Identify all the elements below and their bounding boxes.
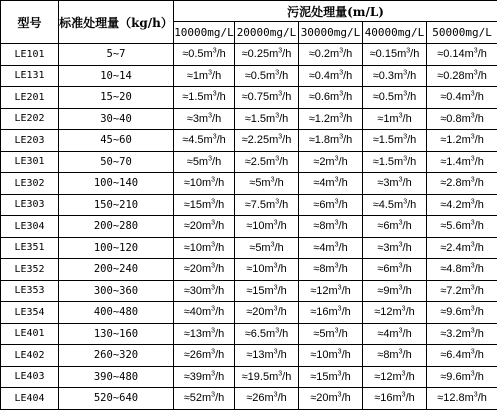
sludge-value-cell: $\approx 5m^3/h$ <box>174 151 235 173</box>
model-cell: LE203 <box>1 130 59 152</box>
sludge-value-cell: $\approx 1m^3/h$ <box>174 65 235 87</box>
table-row <box>1 173 497 195</box>
capacity-cell: 30~40 <box>59 108 174 130</box>
table-row <box>1 280 497 302</box>
sludge-value-cell: $\approx 1.5m^3/h$ <box>363 130 427 152</box>
table-row <box>1 151 497 173</box>
capacity-column-header: 标准处理量（kg/h） <box>59 1 174 44</box>
capacity-cell: 200~240 <box>59 259 174 281</box>
model-cell: LE402 <box>1 345 59 367</box>
sludge-value-cell: $\approx 4.8m^3/h$ <box>427 259 497 281</box>
sludge-value-cell: $\approx 13m^3/h$ <box>235 345 299 367</box>
sludge-value-cell: $\approx 2.5m^3/h$ <box>235 151 299 173</box>
sludge-value-cell: $\approx 0.25m^3/h$ <box>235 44 299 66</box>
sludge-value-cell: $\approx 0.14m^3/h$ <box>427 44 497 66</box>
sludge-value-cell: $\approx 10m^3/h$ <box>174 237 235 259</box>
capacity-cell: 100~120 <box>59 237 174 259</box>
capacity-cell: 100~140 <box>59 173 174 195</box>
sludge-value-cell: $\approx 9m^3/h$ <box>363 280 427 302</box>
table-row <box>1 44 497 66</box>
sludge-value-cell: $\approx 15m^3/h$ <box>235 280 299 302</box>
model-cell: LE401 <box>1 323 59 345</box>
sludge-value-cell: $\approx 20m^3/h$ <box>174 259 235 281</box>
sludge-value-cell: $\approx 2.8m^3/h$ <box>427 173 497 195</box>
concentration-header: 10000mg/L <box>174 22 235 44</box>
sludge-value-cell: $\approx 4m^3/h$ <box>299 173 363 195</box>
sludge-value-cell: $\approx 1.5m^3/h$ <box>235 108 299 130</box>
sludge-value-cell: $\approx 4m^3/h$ <box>363 323 427 345</box>
sludge-value-cell: $\approx 4m^3/h$ <box>299 237 363 259</box>
sludge-value-cell: $\approx 0.2m^3/h$ <box>299 44 363 66</box>
sludge-value-cell: $\approx 6.5m^3/h$ <box>235 323 299 345</box>
table-header <box>1 1 497 44</box>
sludge-value-cell: $\approx 2.25m^3/h$ <box>235 130 299 152</box>
model-cell: LE303 <box>1 194 59 216</box>
sludge-value-cell: $\approx 0.75m^3/h$ <box>235 87 299 109</box>
concentration-header: 30000mg/L <box>299 22 363 44</box>
sludge-value-cell: $\approx 1m^3/h$ <box>363 108 427 130</box>
sludge-value-cell: $\approx 5m^3/h$ <box>299 323 363 345</box>
sludge-value-cell: $\approx 15m^3/h$ <box>299 366 363 388</box>
table-row <box>1 108 497 130</box>
capacity-cell: 390~480 <box>59 366 174 388</box>
sludge-value-cell: $\approx 3m^3/h$ <box>363 173 427 195</box>
model-cell: LE352 <box>1 259 59 281</box>
sludge-value-cell: $\approx 0.4m^3/h$ <box>427 87 497 109</box>
model-cell: LE353 <box>1 280 59 302</box>
sludge-value-cell: $\approx 10m^3/h$ <box>235 216 299 238</box>
table-row <box>1 345 497 367</box>
sludge-value-cell: $\approx 0.15m^3/h$ <box>363 44 427 66</box>
capacity-cell: 400~480 <box>59 302 174 324</box>
sludge-value-cell: $\approx 8m^3/h$ <box>363 345 427 367</box>
sludge-value-cell: $\approx 0.5m^3/h$ <box>363 87 427 109</box>
sludge-value-cell: $\approx 9.6m^3/h$ <box>427 302 497 324</box>
sludge-value-cell: $\approx 1.5m^3/h$ <box>363 151 427 173</box>
sludge-value-cell: $\approx 0.4m^3/h$ <box>299 65 363 87</box>
table-row <box>1 237 497 259</box>
sludge-value-cell: $\approx 26m^3/h$ <box>174 345 235 367</box>
sludge-value-cell: $\approx 2m^3/h$ <box>299 151 363 173</box>
sludge-value-cell: $\approx 5m^3/h$ <box>235 173 299 195</box>
sludge-value-cell: $\approx 3m^3/h$ <box>174 108 235 130</box>
sludge-value-cell: $\approx 0.6m^3/h$ <box>299 87 363 109</box>
sludge-value-cell: $\approx 1.8m^3/h$ <box>299 130 363 152</box>
sludge-value-cell: $\approx 16m^3/h$ <box>299 302 363 324</box>
sludge-value-cell: $\approx 8m^3/h$ <box>299 259 363 281</box>
sludge-value-cell: $\approx 12.8m^3/h$ <box>427 388 497 410</box>
table-row <box>1 194 497 216</box>
table-row <box>1 65 497 87</box>
table-row <box>1 87 497 109</box>
sludge-value-cell: $\approx 3.2m^3/h$ <box>427 323 497 345</box>
model-cell: LE403 <box>1 366 59 388</box>
table-row <box>1 216 497 238</box>
capacity-cell: 10~14 <box>59 65 174 87</box>
sludge-value-cell: $\approx 1.4m^3/h$ <box>427 151 497 173</box>
sludge-value-cell: $\approx 13m^3/h$ <box>174 323 235 345</box>
sludge-value-cell: $\approx 10m^3/h$ <box>299 345 363 367</box>
table-body <box>1 44 497 410</box>
sludge-value-cell: $\approx 0.5m^3/h$ <box>174 44 235 66</box>
sludge-value-cell: $\approx 1.2m^3/h$ <box>299 108 363 130</box>
sludge-value-cell: $\approx 39m^3/h$ <box>174 366 235 388</box>
sludge-value-cell: $\approx 10m^3/h$ <box>235 259 299 281</box>
sludge-column-group-header: 污泥处理量(m/L) <box>174 1 497 22</box>
sludge-value-cell: $\approx 12m^3/h$ <box>363 366 427 388</box>
sludge-value-cell: $\approx 4.5m^3/h$ <box>363 194 427 216</box>
capacity-cell: 5~7 <box>59 44 174 66</box>
concentration-header: 50000mg/L <box>427 22 497 44</box>
sludge-value-cell: $\approx 2.4m^3/h$ <box>427 237 497 259</box>
model-cell: LE301 <box>1 151 59 173</box>
capacity-cell: 150~210 <box>59 194 174 216</box>
concentration-header: 40000mg/L <box>363 22 427 44</box>
sludge-value-cell: $\approx 12m^3/h$ <box>363 302 427 324</box>
sludge-value-cell: $\approx 5.6m^3/h$ <box>427 216 497 238</box>
sludge-value-cell: $\approx 4.5m^3/h$ <box>174 130 235 152</box>
sludge-value-cell: $\approx 1.5m^3/h$ <box>174 87 235 109</box>
sludge-value-cell: $\approx 3m^3/h$ <box>363 237 427 259</box>
sludge-value-cell: $\approx 8m^3/h$ <box>299 216 363 238</box>
sludge-value-cell: $\approx 19.5m^3/h$ <box>235 366 299 388</box>
table-row <box>1 259 497 281</box>
sludge-value-cell: $\approx 20m^3/h$ <box>235 302 299 324</box>
model-cell: LE404 <box>1 388 59 410</box>
capacity-cell: 200~280 <box>59 216 174 238</box>
capacity-cell: 130~160 <box>59 323 174 345</box>
model-cell: LE304 <box>1 216 59 238</box>
model-cell: LE131 <box>1 65 59 87</box>
model-cell: LE202 <box>1 108 59 130</box>
capacity-cell: 45~60 <box>59 130 174 152</box>
sludge-value-cell: $\approx 1.2m^3/h$ <box>427 130 497 152</box>
sludge-value-cell: $\approx 7.5m^3/h$ <box>235 194 299 216</box>
table-row <box>1 323 497 345</box>
table-row <box>1 366 497 388</box>
sludge-value-cell: $\approx 6.4m^3/h$ <box>427 345 497 367</box>
sludge-value-cell: $\approx 10m^3/h$ <box>174 173 235 195</box>
sludge-value-cell: $\approx 20m^3/h$ <box>174 216 235 238</box>
sludge-value-cell: $\approx 4.2m^3/h$ <box>427 194 497 216</box>
model-cell: LE201 <box>1 87 59 109</box>
sludge-value-cell: $\approx 26m^3/h$ <box>235 388 299 410</box>
concentration-header: 20000mg/L <box>235 22 299 44</box>
sludge-value-cell: $\approx 52m^3/h$ <box>174 388 235 410</box>
table-row <box>1 130 497 152</box>
model-cell: LE302 <box>1 173 59 195</box>
model-column-header: 型号 <box>1 1 59 44</box>
capacity-cell: 15~20 <box>59 87 174 109</box>
sludge-value-cell: $\approx 16m^3/h$ <box>363 388 427 410</box>
sludge-value-cell: $\approx 7.2m^3/h$ <box>427 280 497 302</box>
table-row <box>1 388 497 410</box>
capacity-cell: 300~360 <box>59 280 174 302</box>
sludge-value-cell: $\approx 0.8m^3/h$ <box>427 108 497 130</box>
sludge-value-cell: $\approx 30m^3/h$ <box>174 280 235 302</box>
sludge-value-cell: $\approx 9.6m^3/h$ <box>427 366 497 388</box>
sludge-value-cell: $\approx 6m^3/h$ <box>363 216 427 238</box>
sludge-value-cell: $\approx 6m^3/h$ <box>363 259 427 281</box>
sludge-value-cell: $\approx 40m^3/h$ <box>174 302 235 324</box>
model-cell: LE351 <box>1 237 59 259</box>
sludge-value-cell: $\approx 15m^3/h$ <box>174 194 235 216</box>
sludge-value-cell: $\approx 0.5m^3/h$ <box>235 65 299 87</box>
sludge-value-cell: $\approx 6m^3/h$ <box>299 194 363 216</box>
table-row <box>1 302 497 324</box>
sludge-value-cell: $\approx 12m^3/h$ <box>299 280 363 302</box>
sludge-value-cell: $\approx 20m^3/h$ <box>299 388 363 410</box>
capacity-cell: 260~320 <box>59 345 174 367</box>
sludge-value-cell: $\approx 0.3m^3/h$ <box>363 65 427 87</box>
sludge-value-cell: $\approx 5m^3/h$ <box>235 237 299 259</box>
capacity-cell: 50~70 <box>59 151 174 173</box>
model-cell: LE354 <box>1 302 59 324</box>
sludge-value-cell: $\approx 0.28m^3/h$ <box>427 65 497 87</box>
capacity-cell: 520~640 <box>59 388 174 410</box>
model-cell: LE101 <box>1 44 59 66</box>
